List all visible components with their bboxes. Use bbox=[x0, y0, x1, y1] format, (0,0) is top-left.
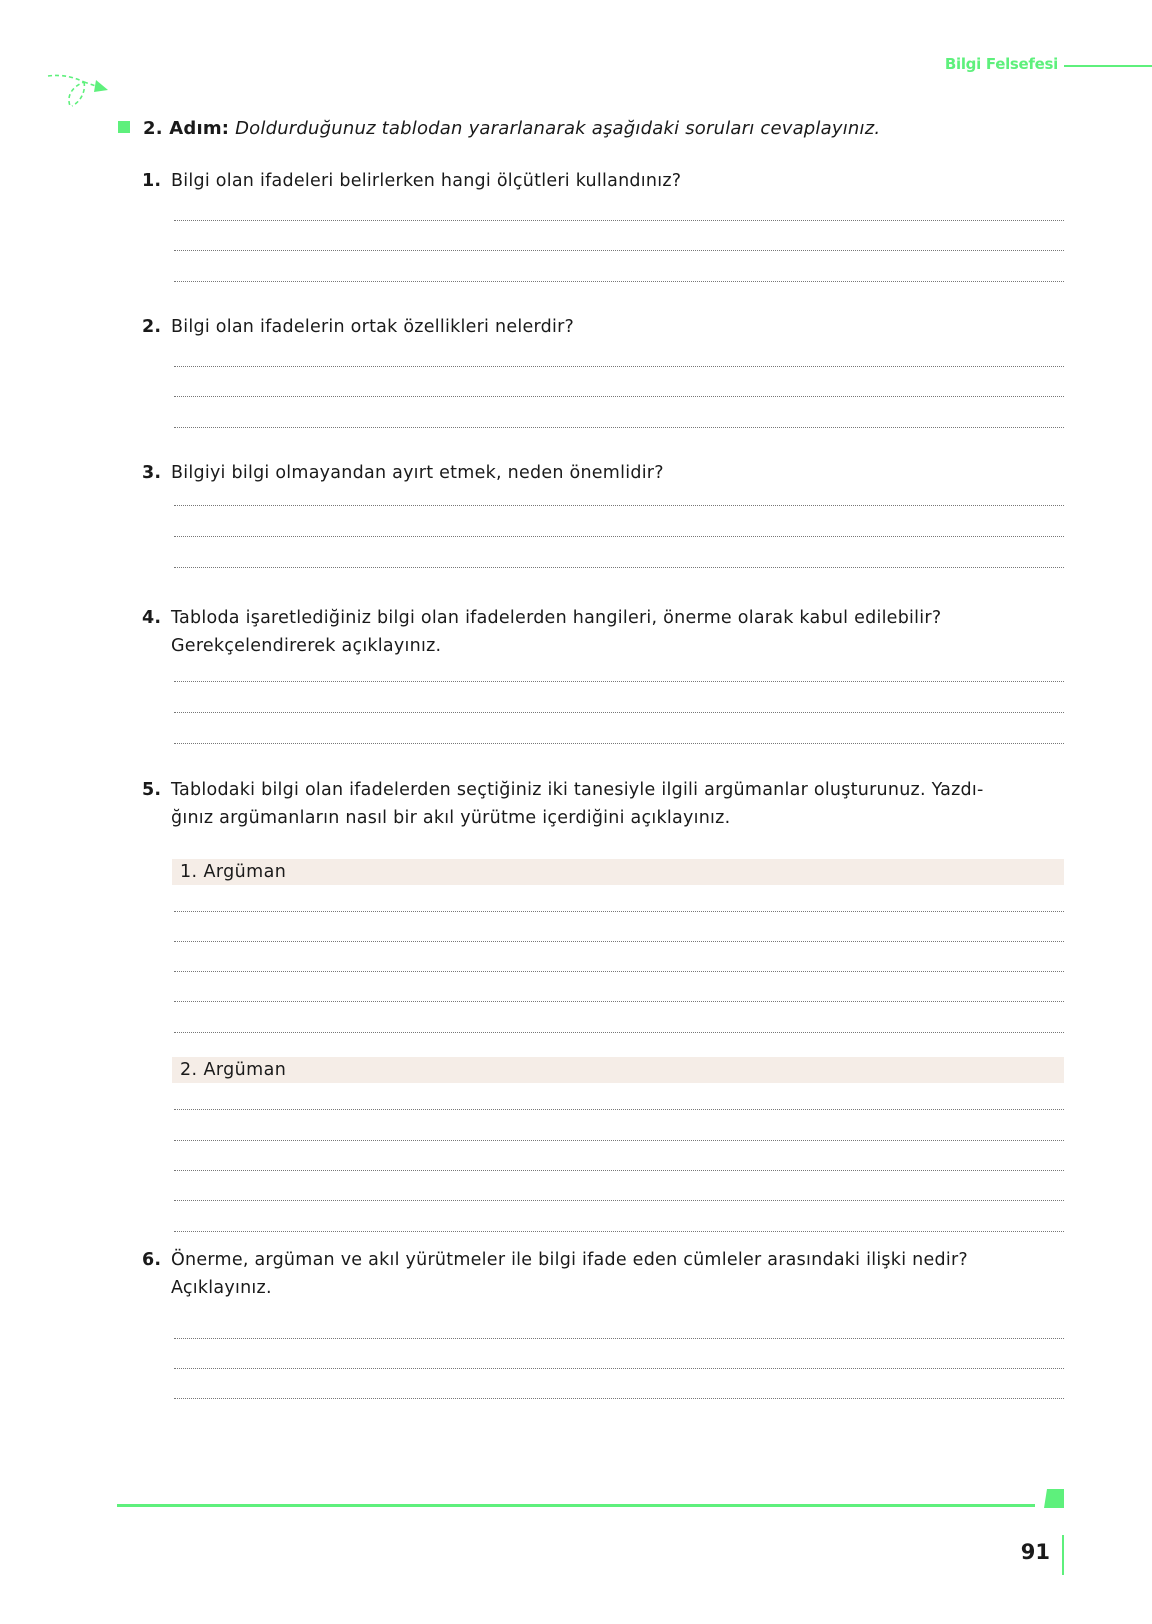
question-3 bbox=[142, 459, 1062, 487]
answer-line[interactable] bbox=[174, 1140, 1064, 1141]
answer-line[interactable] bbox=[174, 911, 1064, 912]
question-text-continued: Gerekçelendirerek açıklayınız. bbox=[171, 636, 442, 656]
step-heading bbox=[118, 118, 880, 139]
answer-line[interactable] bbox=[174, 281, 1064, 282]
step-label: 2. Adım: bbox=[143, 118, 230, 139]
answer-line[interactable] bbox=[174, 396, 1064, 397]
question-text: Tabloda işaretlediğiniz bilgi olan ifadelerden hangileri, önerme olarak kabul edilebilir? bbox=[171, 608, 942, 628]
page-number-bar bbox=[1062, 1535, 1064, 1575]
answer-line[interactable] bbox=[174, 1170, 1064, 1171]
answer-line[interactable] bbox=[174, 1338, 1064, 1339]
question-text-continued: Açıklayınız. bbox=[171, 1278, 272, 1298]
question-2 bbox=[142, 313, 1062, 341]
answer-line[interactable] bbox=[174, 220, 1064, 221]
answer-line[interactable] bbox=[174, 427, 1064, 428]
question-text: Önerme, argüman ve akıl yürütmeler ile bilgi ifade eden cümleler arasındaki ilişki nedir? bbox=[171, 1250, 968, 1270]
answer-line[interactable] bbox=[174, 1032, 1064, 1033]
answer-line[interactable] bbox=[174, 1109, 1064, 1110]
question-number: 2. bbox=[142, 317, 162, 337]
question-number: 5. bbox=[142, 780, 162, 800]
question-1 bbox=[142, 167, 1062, 195]
footer-marker-icon bbox=[1044, 1489, 1064, 1508]
answer-line[interactable] bbox=[174, 1368, 1064, 1369]
question-4 bbox=[142, 604, 1062, 660]
bullet-square-icon bbox=[118, 121, 130, 133]
answer-line[interactable] bbox=[174, 743, 1064, 744]
answer-line[interactable] bbox=[174, 1398, 1064, 1399]
answer-line[interactable] bbox=[174, 941, 1064, 942]
footer-rule bbox=[117, 1504, 1035, 1507]
question-text: Bilgi olan ifadelerin ortak özellikleri nelerdir? bbox=[171, 317, 575, 337]
question-text-continued: ğınız argümanların nasıl bir akıl yürütme içerdiğini açıklayınız. bbox=[171, 808, 731, 828]
header-rule bbox=[1064, 65, 1152, 67]
question-text: Tablodaki bilgi olan ifadelerden seçtiğiniz iki tanesiyle ilgili argümanlar oluşturunuz. Yazdı- bbox=[171, 780, 984, 800]
answer-line[interactable] bbox=[174, 567, 1064, 568]
answer-line[interactable] bbox=[174, 250, 1064, 251]
question-number: 3. bbox=[142, 463, 162, 483]
answer-line[interactable] bbox=[174, 681, 1064, 682]
question-6 bbox=[142, 1246, 1062, 1302]
step-instruction: Doldurduğunuz tablodan yararlanarak aşağıdaki soruları cevaplayınız. bbox=[235, 118, 881, 139]
page-number: 91 bbox=[1020, 1540, 1050, 1564]
answer-line[interactable] bbox=[174, 505, 1064, 506]
question-5 bbox=[142, 776, 1062, 832]
answer-line[interactable] bbox=[174, 1200, 1064, 1201]
dashed-arrow-icon bbox=[44, 70, 114, 114]
answer-line[interactable] bbox=[174, 971, 1064, 972]
answer-line[interactable] bbox=[174, 1231, 1064, 1232]
question-number: 4. bbox=[142, 608, 162, 628]
answer-line[interactable] bbox=[174, 712, 1064, 713]
argument-2-header: 2. Argüman bbox=[172, 1057, 1064, 1083]
answer-line[interactable] bbox=[174, 1001, 1064, 1002]
question-text: Bilgi olan ifadeleri belirlerken hangi ölçütleri kullandınız? bbox=[171, 171, 682, 191]
answer-line[interactable] bbox=[174, 536, 1064, 537]
question-number: 6. bbox=[142, 1250, 162, 1270]
question-text: Bilgiyi bilgi olmayandan ayırt etmek, neden önemlidir? bbox=[171, 463, 664, 483]
answer-line[interactable] bbox=[174, 366, 1064, 367]
argument-1-header: 1. Argüman bbox=[172, 859, 1064, 885]
running-title: Bilgi Felsefesi bbox=[944, 55, 1058, 73]
question-number: 1. bbox=[142, 171, 162, 191]
